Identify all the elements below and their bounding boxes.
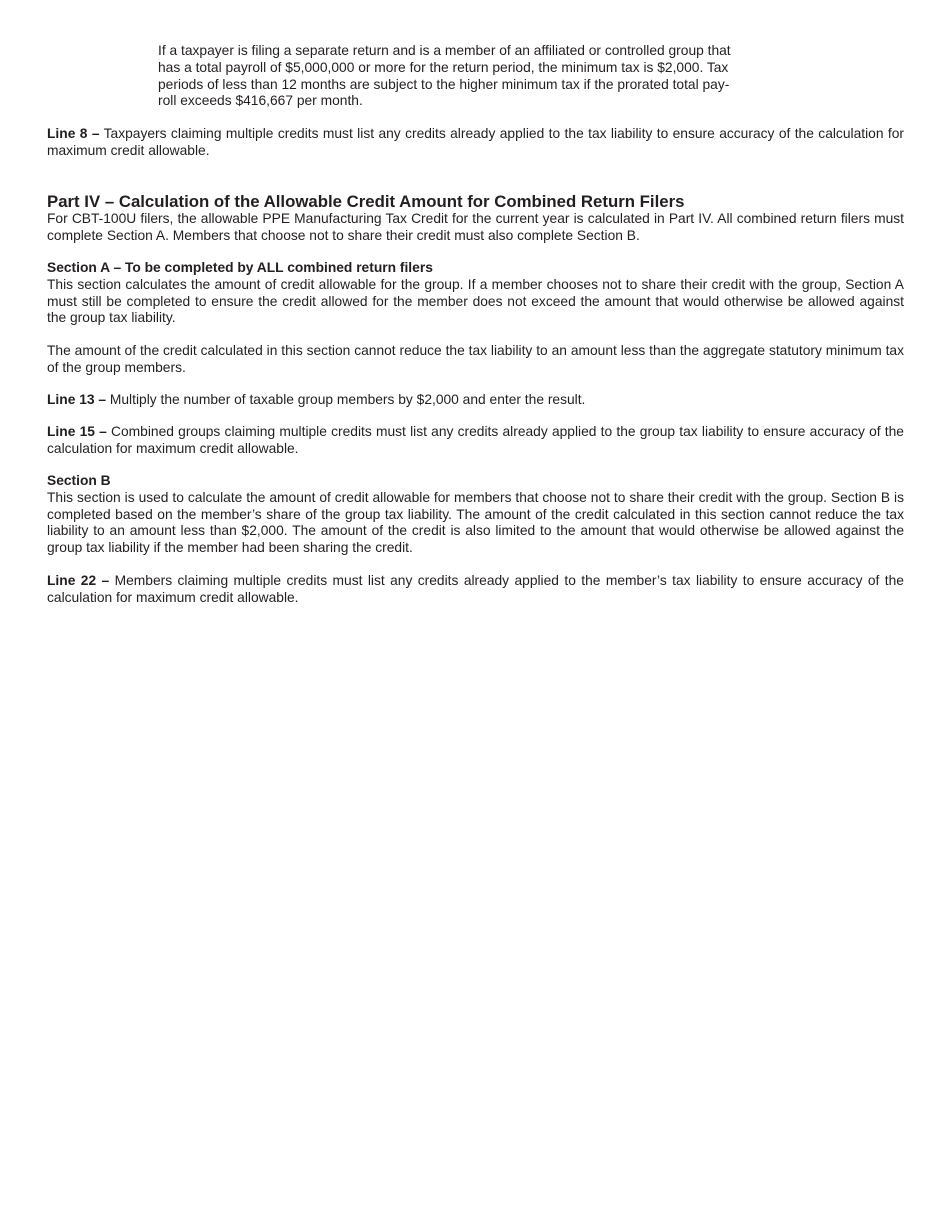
line-8-text: Taxpayers claiming multiple credits must list any credits already applied to the tax liability to ensure accuracy of the calculation for maximum credit allowable.: [47, 126, 904, 158]
section-a-title: Section A – To be completed by ALL combined return filers: [47, 260, 433, 275]
line-15-label: Line 15 –: [47, 424, 107, 439]
section-a-paragraph-2: The amount of the credit calculated in this section cannot reduce the tax liability to an amount less than the aggregate statutory minimum tax of the group members.: [47, 343, 904, 375]
line-13-text: Multiply the number of taxable group members by $2,000 and enter the result.: [106, 392, 586, 407]
line-13-label: Line 13 –: [47, 392, 107, 407]
section-b-paragraph: This section is used to calculate the amount of credit allowable for members that choose not to share their credit with the group. Section B is completed based on the member’s share of the group tax liability. The amount of the credit calculated in this section cannot reduce the tax liability to an amount less than $2,000. The amount of the credit is also limited to the amount that would otherwise be allowed against the group tax liability if the member had been sharing the credit.: [47, 489, 904, 556]
line-15-paragraph: [47, 424, 904, 458]
line-22-text: Members claiming multiple credits must list any credits already applied to the member’s tax liability to ensure accuracy of the calculation for maximum credit allowable.: [47, 573, 904, 605]
line-8-paragraph: [47, 126, 904, 160]
section-b-block: [47, 473, 904, 557]
line-13-paragraph: [47, 392, 904, 409]
section-b-title: Section B: [47, 473, 111, 488]
minimum-tax-paragraph: If a taxpayer is filing a separate return and is a member of an affiliated or controlled group that has a total payroll of $5,000,000 or more for the return period, the minimum tax is $2,000. Tax periods of less than 12 months are subject to the higher minimum tax if the prorated total pay-roll exceeds $416,667 per month.: [158, 43, 731, 109]
line-8-label: Line 8 –: [47, 126, 100, 141]
line-15-text: Combined groups claiming multiple credits must list any credits already applied to the group tax liability to ensure accuracy of the calculation for maximum credit allowable.: [47, 424, 904, 456]
line-22-label: Line 22 –: [47, 573, 110, 588]
line-22-paragraph: [47, 573, 904, 607]
part-4-intro: For CBT-100U filers, the allowable PPE Manufacturing Tax Credit for the current year is calculated in Part IV. All combined return filers must complete Section A. Members that choose not to share their credit must also complete Section B.: [47, 211, 904, 243]
part-4-heading: Part IV – Calculation of the Allowable Credit Amount for Combined Return Filers: [47, 192, 685, 211]
section-a-paragraph-1: This section calculates the amount of credit allowable for the group. If a member chooses not to share their credit with the group, Section A must still be completed to ensure the credit allowed for the member does not exceed the amount that would otherwise be allowed against the group tax liability.: [47, 276, 904, 326]
section-a-block: [47, 260, 904, 327]
